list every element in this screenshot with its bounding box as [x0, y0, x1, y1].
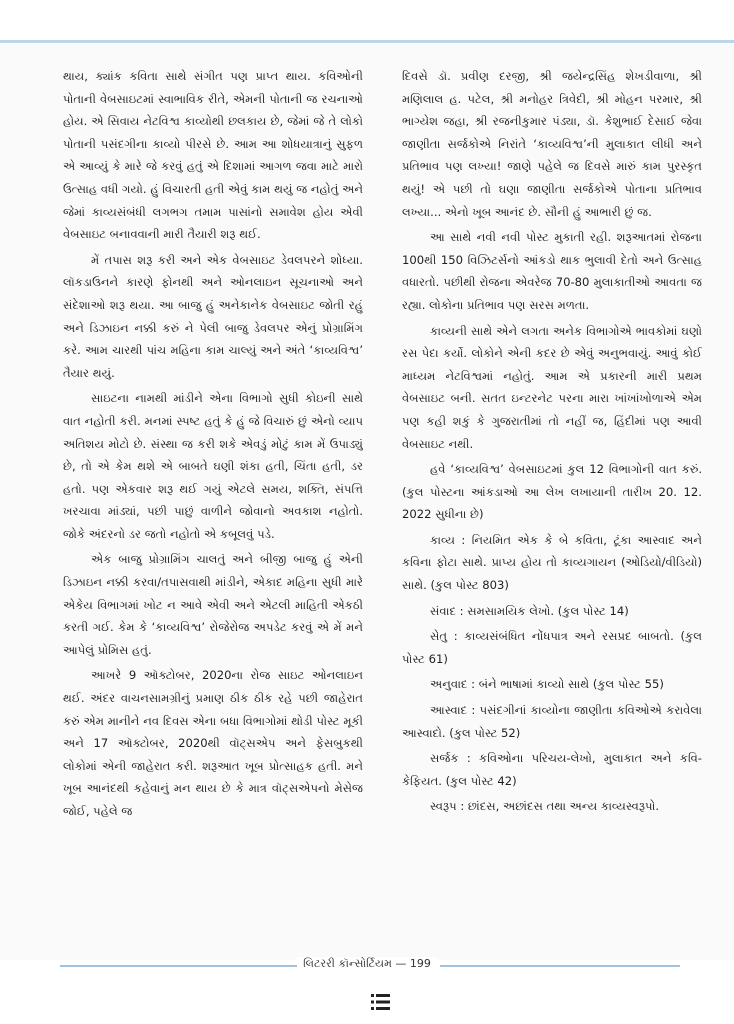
bottom-toolbar [0, 975, 734, 1024]
right-column [402, 65, 702, 818]
paragraph: આ સાથે નવી નવી પોસ્ટ મુકાતી રહી. શરૂઆતમાં રોજના 100થી 150 વિઝિટર્સનો આંકડો થાક ભુલાવી દેતો અને ઉત્સાહ વધારતો. પછીથી રોજના એવરેજ 70-80 મુલાકાતીઓ આવતા જ રહ્યા. લોકોના પ્રતિભાવ પણ સરસ મળતા. [402, 230, 702, 312]
section-item: સર્જક : કવિઓના પરિચય-લેખો, મુલાકાત અને કવિ-કેફિયત. (કુલ પોસ્ટ 42) [402, 751, 702, 788]
paragraph: હવે ‘કાવ્યવિશ્વ’ વેબસાઇટમાં કુલ 12 વિભાગોની વાત કરું. (કુલ પોસ્ટના આંકડાઓ આ લેખ લખાયાની તારીખ 20. 12. 2022 સુધીના છે) [402, 462, 702, 522]
paragraph: સાઇટના નામથી માંડીને એના વિભાગો સુધી કોઇની સાથે વાત નહોતી કરી. મનમાં સ્પષ્ટ હતું કે હું જે વિચારું છું એનો વ્યાપ અતિશય મોટો છે. સંસ્થા જ કરી શકે એવડું મોટું કામ મેં ઉપાડ્યું છે, તો એ કેમ થશે એ બાબતે ઘણી શંકા હતી, ચિંતા હતી, ડર હતો. પણ એકવાર શરૂ થઈ ગયું એટલે સમય, શક્તિ, સંપત્તિ ખરચાવા માંડ્યાં, પછી પાછું વાળીને જોવાનો અવકાશ નહોતો. જોકે અંદરનો ડર જતો નહોતો એ કબૂલવું પડે. [63, 391, 363, 541]
section-item: આસ્વાદ : પસંદગીનાં કાવ્યોના જાણીતા કવિઓએ કરાવેલા આસ્વાદો. (કુલ પોસ્ટ 52) [402, 703, 702, 740]
top-divider [0, 40, 734, 43]
paragraph: આખરે 9 ઑક્ટોબર, 2020ના રોજ સાઇટ ઓનલાઇન થઈ. અંદર વાચનસામગ્રીનું પ્રમાણ ઠીક ઠીક રહે પછી જાહેરાત કરું એમ માનીને નવ દિવસ એના બધા વિભાગોમાં થોડી પોસ્ટ મૂકી અને 17 ઑક્ટોબર, 2020થી વૉટ્સએપ અને ફેસબુકથી લોકોમાં એની જાહેરાત કરી. શરૂઆત ખૂબ પ્રોત્સાહક હતી. મને ખૂબ આનંદથી કહેવાનું મન થાય છે કે માત્ર વૉટ્સએપનો મેસેજ જોઈ, પહેલે જ [63, 668, 363, 818]
left-column [63, 65, 363, 823]
section-item: સ્વરૂપ : છાંદસ, અછાંદસ તથા અન્ય કાવ્યસ્વરૂપો. [430, 799, 660, 814]
paragraph: કાવ્યની સાથે એને લગતા અનેક વિભાગોએ ભાવકોમાં ઘણો રસ પેદા કર્યો. લોકોને એની કદર છે એવું અનુભવાયું. આવું કોઈ માધ્યમ નેટવિશ્વમાં નહોતું. આમ એ પ્રકારની મારી પ્રથમ વેબસાઇટ બની. સતત ઇન્ટરનેટ પરના મારા ખાંખાંખોળાએ એમ પણ કહી શકું કે ગુજરાતીમાં તો નહીં જ, હિંદીમાં પણ આવી વેબસાઇટ નથી. [402, 323, 702, 451]
section-item: સંવાદ : સમસામયિક લેખો. (કુલ પોસ્ટ 14) [430, 603, 629, 618]
page-footer [0, 957, 734, 971]
footer-text: લિટરરી કૉન્સોર્ટિયમ — 199 [297, 957, 437, 970]
section-item: અનુવાદ : બંને ભાષામાં કાવ્યો સાથે (કુલ પોસ્ટ 55) [430, 677, 664, 692]
paragraph: થાય, ક્યાંક કવિતા સાથે સંગીત પણ પ્રાપ્ત થાય. કવિઓની પોતાની વેબસાઇટમાં સ્વાભાવિક રીતે, એમની પોતાની જ રચનાઓ હોય. એ સિવાય નેટવિશ્વ કાવ્યોથી છલકાય છે, જેમાં જે તે લોકો પોતાની પસંદગીના કાવ્યો પીરસે છે. આમ આ શોધયાત્રાનું સુફળ એ આવ્યું કે મારે જે કરવું હતું એ દિશામાં આગળ જવા માટે મારો ઉત્સાહ વધી ગયો. હું વિચારતી હતી એવું કામ થયું જ નહોતું અને જેમાં કાવ્યસંબંધી લગભગ તમામ પાસાંનો સમાવેશ હોય એવી વેબસાઇટ બનાવવાની મારી તૈયારી શરૂ થઈ. [63, 69, 363, 242]
document-page [0, 44, 734, 960]
paragraph: એક બાજુ પ્રોગ્રામિંગ ચાલતું અને બીજી બાજુ હું એની ડિઝાઇન નક્કી કરવા/તપાસવાથી માંડીને, એકાદ મહિના સુધી મારે એકેય વિભાગમાં ખોટ ન આવે એવી અને એટલી માહિતી એકઠી કરતી ગઈ. કેમ કે ‘કાવ્યવિશ્વ’ રોજેરોજ અપડેટ કરવું એ મેં મને આપેલું પ્રોમિસ હતું. [63, 552, 363, 657]
section-item: કાવ્ય : નિયમિત એક કે બે કવિતા, ટૂંકા આસ્વાદ અને કવિના ફોટા સાથે. પ્રાપ્ય હોય તો કાવ્યગાયન (ઓડિયો/વીડિયો) સાથે. (કુલ પોસ્ટ 803) [402, 532, 702, 593]
paragraph: મેં તપાસ શરૂ કરી અને એક વેબસાઇટ ડેવલપરને શોધ્યા. લૉકડાઉનને કારણે ફોનથી અને ઓનલાઇન સૂચનાઓ અને સંદેશાઓ શરૂ થયા. આ બાજુ હું અનેકાનેક વેબસાઇટ જોતી રહું અને ડિઝાઇન નક્કી કરું ને પેલી બાજુ ડેવલપર એનું પ્રોગ્રામિંગ કરે. આમ ચારથી પાંચ મહિના કામ ચાલ્યું અને અંતે ‘કાવ્યવિશ્વ’ તૈયાર થયું. [63, 252, 363, 380]
section-item: સેતુ : કાવ્યસંબંધિત નોંધપાત્ર અને રસપ્રદ બાબતો. (કુલ પોસ્ટ 61) [402, 629, 702, 666]
hamburger-menu-icon[interactable] [371, 994, 390, 1010]
paragraph: દિવસે ડૉ. પ્રવીણ દરજી, શ્રી જયેન્દ્રસિંહ શેખડીવાળા, શ્રી મણિલાલ હ. પટેલ, શ્રી મનોહર ત્રિવેદી, શ્રી મોહન પરમાર, શ્રી ભાગ્યેશ જહા, શ્રી રજનીકુમાર પંડ્યા, ડૉ. કેશુભાઈ દેસાઈ જેવા જાણીતા સર્જકોએ નિરાંતે ‘કાવ્યવિશ્વ’ની મુલાકાત લીધી અને પ્રતિભાવ પણ લખ્યા! જાણે પહેલે જ દિવસે મારું કામ પુરસ્કૃત થયું! એ પછી તો ઘણા જાણીતા સર્જકોએ પોતાના પ્રતિભાવ લખ્યા... એનો ખૂબ આનંદ છે. સૌની હું આભારી છું જ. [402, 69, 702, 219]
